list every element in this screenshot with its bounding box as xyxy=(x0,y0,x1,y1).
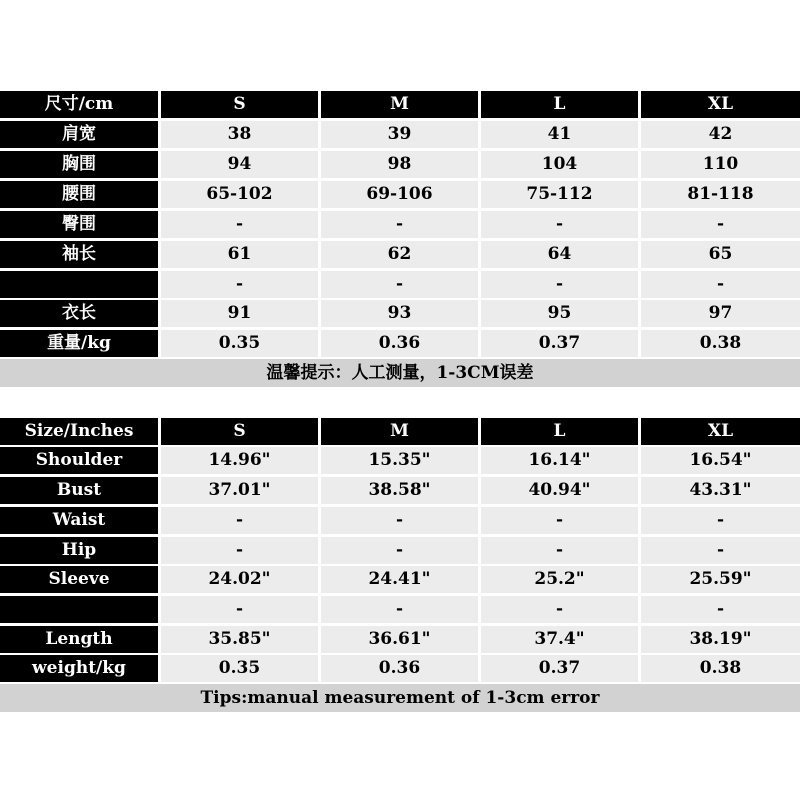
cell-l: 40.94" xyxy=(481,477,638,504)
header-l: L xyxy=(481,418,638,445)
row-label: 腰围 xyxy=(0,181,158,208)
row-label: weight/kg xyxy=(0,655,158,682)
cell-s: 65-102 xyxy=(161,181,318,208)
cell-m: - xyxy=(321,507,478,534)
table-row xyxy=(0,477,800,504)
table-row xyxy=(0,566,800,593)
cell-l: - xyxy=(481,211,638,238)
cell-xl: 81-118 xyxy=(641,181,800,208)
cell-l: 0.37 xyxy=(481,655,638,682)
cell-xl: 25.59" xyxy=(641,566,800,593)
table-row xyxy=(0,330,800,357)
row-label xyxy=(0,596,158,623)
cell-xl: 0.38 xyxy=(641,330,800,357)
header-s: S xyxy=(161,91,318,118)
cell-m: 39 xyxy=(321,121,478,148)
header-m: M xyxy=(321,418,478,445)
cell-m: 0.36 xyxy=(321,655,478,682)
table-row xyxy=(0,241,800,268)
cell-s: 94 xyxy=(161,151,318,178)
row-label: 臀围 xyxy=(0,211,158,238)
cell-m: - xyxy=(321,271,478,298)
cell-l: 16.14" xyxy=(481,447,638,474)
cell-s: 0.35 xyxy=(161,330,318,357)
cell-l: 41 xyxy=(481,121,638,148)
cell-s: - xyxy=(161,271,318,298)
cell-m: - xyxy=(321,537,478,564)
cell-s: 14.96" xyxy=(161,447,318,474)
table-row xyxy=(0,121,800,148)
header-l: L xyxy=(481,91,638,118)
cell-m: 36.61" xyxy=(321,626,478,653)
header-xl: XL xyxy=(641,91,800,118)
cell-m: 38.58" xyxy=(321,477,478,504)
table-row xyxy=(0,151,800,178)
cell-l: 37.4" xyxy=(481,626,638,653)
cell-s: - xyxy=(161,507,318,534)
cell-l: 104 xyxy=(481,151,638,178)
cell-s: - xyxy=(161,537,318,564)
row-label: 胸围 xyxy=(0,151,158,178)
cell-l: - xyxy=(481,537,638,564)
cell-l: 0.37 xyxy=(481,330,638,357)
header-row xyxy=(0,418,800,445)
cell-m: 69-106 xyxy=(321,181,478,208)
table-row xyxy=(0,181,800,208)
cell-l: 64 xyxy=(481,241,638,268)
header-s: S xyxy=(161,418,318,445)
cell-xl: 42 xyxy=(641,121,800,148)
table-row xyxy=(0,447,800,474)
row-label: Waist xyxy=(0,507,158,534)
table-row xyxy=(0,211,800,238)
row-label: Sleeve xyxy=(0,566,158,593)
row-label xyxy=(0,271,158,298)
measurement-tip: Tips:manual measurement of 1-3cm error xyxy=(0,684,800,712)
cell-xl: - xyxy=(641,507,800,534)
cell-m: 98 xyxy=(321,151,478,178)
cell-xl: 97 xyxy=(641,300,800,327)
cell-m: 15.35" xyxy=(321,447,478,474)
cell-m: - xyxy=(321,211,478,238)
row-label: 重量/kg xyxy=(0,330,158,357)
cell-s: 61 xyxy=(161,241,318,268)
cell-xl: 16.54" xyxy=(641,447,800,474)
row-label: Length xyxy=(0,626,158,653)
cell-s: - xyxy=(161,211,318,238)
cell-xl: - xyxy=(641,211,800,238)
cell-s: 24.02" xyxy=(161,566,318,593)
cell-xl: 0.38 xyxy=(641,655,800,682)
cell-s: 0.35 xyxy=(161,655,318,682)
cell-m: 62 xyxy=(321,241,478,268)
header-xl: XL xyxy=(641,418,800,445)
row-label: 袖长 xyxy=(0,241,158,268)
row-label: 肩宽 xyxy=(0,121,158,148)
measurement-tip: 温馨提示：人工测量，1-3CM误差 xyxy=(0,359,800,387)
cell-m: 93 xyxy=(321,300,478,327)
row-label: Hip xyxy=(0,537,158,564)
cell-xl: - xyxy=(641,596,800,623)
header-m: M xyxy=(321,91,478,118)
cell-s: 35.85" xyxy=(161,626,318,653)
row-label: Bust xyxy=(0,477,158,504)
cell-xl: - xyxy=(641,537,800,564)
cell-xl: 38.19" xyxy=(641,626,800,653)
cell-xl: 110 xyxy=(641,151,800,178)
table-row xyxy=(0,655,800,682)
cell-s: - xyxy=(161,596,318,623)
cell-l: - xyxy=(481,507,638,534)
table-row xyxy=(0,507,800,534)
cell-l: 75-112 xyxy=(481,181,638,208)
cell-xl: 43.31" xyxy=(641,477,800,504)
cell-xl: - xyxy=(641,271,800,298)
table-row xyxy=(0,271,800,298)
header-size-inches: Size/Inches xyxy=(0,418,158,445)
row-label: Shoulder xyxy=(0,447,158,474)
cell-l: - xyxy=(481,596,638,623)
table-row xyxy=(0,626,800,653)
cell-m: 0.36 xyxy=(321,330,478,357)
table-row xyxy=(0,537,800,564)
cell-s: 91 xyxy=(161,300,318,327)
cell-xl: 65 xyxy=(641,241,800,268)
cell-l: - xyxy=(481,271,638,298)
header-row xyxy=(0,91,800,118)
table-row xyxy=(0,300,800,327)
table-row xyxy=(0,596,800,623)
cell-m: - xyxy=(321,596,478,623)
cell-l: 25.2" xyxy=(481,566,638,593)
cell-s: 38 xyxy=(161,121,318,148)
header-size-cm: 尺寸/cm xyxy=(0,91,158,118)
cell-m: 24.41" xyxy=(321,566,478,593)
cell-l: 95 xyxy=(481,300,638,327)
row-label: 衣长 xyxy=(0,300,158,327)
cell-s: 37.01" xyxy=(161,477,318,504)
